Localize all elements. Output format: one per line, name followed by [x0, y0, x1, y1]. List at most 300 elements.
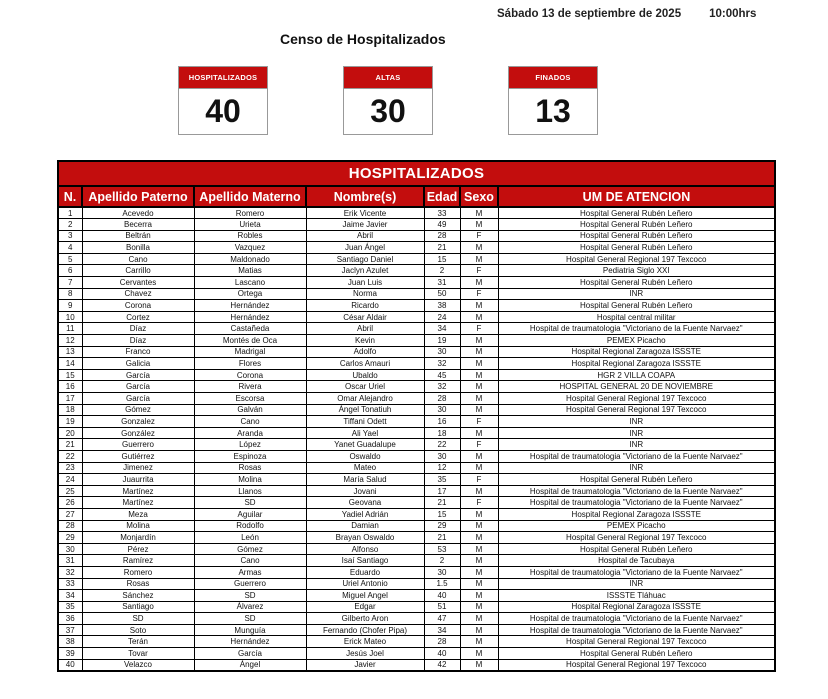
cell-nombres: Abril: [306, 230, 424, 242]
table-banner: HOSPITALIZADOS: [58, 161, 775, 186]
table-row: [58, 253, 775, 265]
cell-nombres: Edgar: [306, 601, 424, 613]
cell-apellido-paterno: Franco: [82, 346, 194, 358]
cell-apellido-materno: Molina: [194, 474, 306, 486]
cell-nombres: Ricardo: [306, 300, 424, 312]
cell-n: 13: [58, 346, 82, 358]
cell-n: 32: [58, 566, 82, 578]
table-row: [58, 613, 775, 625]
cell-n: 22: [58, 450, 82, 462]
cell-apellido-paterno: García: [82, 393, 194, 405]
cell-edad: 40: [424, 590, 460, 602]
cell-nombres: Oscar Uriel: [306, 381, 424, 393]
cell-nombres: Abril: [306, 323, 424, 335]
column-header-um-de-atencion: UM DE ATENCION: [498, 186, 775, 207]
cell-nombres: María Salud: [306, 474, 424, 486]
cell-edad: 17: [424, 485, 460, 497]
cell-apellido-paterno: Chavez: [82, 288, 194, 300]
cell-apellido-materno: Maldonado: [194, 253, 306, 265]
cell-n: 20: [58, 427, 82, 439]
table-body: [58, 207, 775, 671]
column-header-edad: Edad: [424, 186, 460, 207]
cell-um-de-atencion: Hospital General Rubén Leñero: [498, 277, 775, 289]
cell-edad: 51: [424, 601, 460, 613]
cell-nombres: Damian: [306, 520, 424, 532]
cell-edad: 30: [424, 450, 460, 462]
cell-apellido-paterno: Beltrán: [82, 230, 194, 242]
cell-um-de-atencion: Hospital General Regional 197 Texcoco: [498, 393, 775, 405]
cell-um-de-atencion: Pediatria Siglo XXI: [498, 265, 775, 277]
cell-apellido-materno: Cano: [194, 555, 306, 567]
cell-edad: 21: [424, 497, 460, 509]
cell-um-de-atencion: Hospital Regional Zaragoza ISSSTE: [498, 508, 775, 520]
cell-edad: 34: [424, 624, 460, 636]
cell-apellido-paterno: Monjardín: [82, 532, 194, 544]
cell-sexo: M: [460, 311, 498, 323]
page-title: Censo de Hospitalizados: [280, 31, 446, 47]
table-row: [58, 439, 775, 451]
table-row: [58, 485, 775, 497]
cell-n: 21: [58, 439, 82, 451]
cell-um-de-atencion: Hospital General Rubén Leñero: [498, 242, 775, 254]
cell-nombres: César Aldair: [306, 311, 424, 323]
cell-edad: 47: [424, 613, 460, 625]
cell-apellido-materno: Aguilar: [194, 508, 306, 520]
cell-n: 29: [58, 532, 82, 544]
cell-um-de-atencion: Hospital central militar: [498, 311, 775, 323]
cell-apellido-materno: Munguía: [194, 624, 306, 636]
cell-nombres: Gilberto Aron: [306, 613, 424, 625]
table-row: [58, 346, 775, 358]
cell-um-de-atencion: PEMEX Picacho: [498, 335, 775, 347]
cell-sexo: M: [460, 277, 498, 289]
cell-edad: 15: [424, 508, 460, 520]
cell-apellido-materno: Galván: [194, 404, 306, 416]
cell-n: 9: [58, 300, 82, 312]
cell-apellido-materno: SD: [194, 590, 306, 602]
cell-apellido-paterno: Díaz: [82, 323, 194, 335]
cell-n: 7: [58, 277, 82, 289]
cell-edad: 40: [424, 648, 460, 660]
cell-apellido-paterno: Velazco: [82, 659, 194, 671]
cell-apellido-paterno: Molina: [82, 520, 194, 532]
table-row: [58, 659, 775, 671]
cell-edad: 50: [424, 288, 460, 300]
table-row: [58, 427, 775, 439]
cell-n: 10: [58, 311, 82, 323]
cell-n: 30: [58, 543, 82, 555]
cell-edad: 29: [424, 520, 460, 532]
stat-box-value: 40: [205, 93, 241, 129]
table-row: [58, 497, 775, 509]
cell-apellido-materno: Aranda: [194, 427, 306, 439]
cell-apellido-materno: León: [194, 532, 306, 544]
cell-edad: 31: [424, 277, 460, 289]
cell-um-de-atencion: Hospital de traumatologia "Victoriano de la Fuente Narvaez": [498, 566, 775, 578]
table-banner-row: [58, 161, 775, 186]
report-time: 10:00hrs: [709, 8, 757, 20]
cell-nombres: Omar Alejandro: [306, 393, 424, 405]
cell-apellido-materno: Hernández: [194, 300, 306, 312]
cell-um-de-atencion: Hospital General Rubén Leñero: [498, 230, 775, 242]
cell-n: 40: [58, 659, 82, 671]
cell-apellido-paterno: Becerra: [82, 219, 194, 231]
cell-n: 5: [58, 253, 82, 265]
cell-um-de-atencion: Hospital de Tacubaya: [498, 555, 775, 567]
table-header-row: [58, 186, 775, 207]
cell-sexo: M: [460, 253, 498, 265]
cell-apellido-materno: Armas: [194, 566, 306, 578]
cell-um-de-atencion: INR: [498, 439, 775, 451]
cell-n: 31: [58, 555, 82, 567]
cell-sexo: F: [460, 497, 498, 509]
cell-nombres: Erick Mateo: [306, 636, 424, 648]
table-row: [58, 462, 775, 474]
hospitalized-table: [57, 160, 774, 672]
cell-n: 19: [58, 416, 82, 428]
cell-n: 34: [58, 590, 82, 602]
cell-apellido-paterno: Juaurrita: [82, 474, 194, 486]
cell-edad: 49: [424, 219, 460, 231]
cell-apellido-materno: García: [194, 648, 306, 660]
cell-nombres: Brayan Oswaldo: [306, 532, 424, 544]
table-row: [58, 335, 775, 347]
cell-nombres: Ángel Tonatiuh: [306, 404, 424, 416]
cell-apellido-materno: Escorsa: [194, 393, 306, 405]
cell-um-de-atencion: Hospital General Regional 197 Texcoco: [498, 253, 775, 265]
cell-sexo: F: [460, 416, 498, 428]
cell-n: 3: [58, 230, 82, 242]
cell-edad: 35: [424, 474, 460, 486]
cell-apellido-paterno: Romero: [82, 566, 194, 578]
cell-um-de-atencion: Hospital General Regional 197 Texcoco: [498, 532, 775, 544]
cell-sexo: F: [460, 323, 498, 335]
cell-apellido-paterno: Tovar: [82, 648, 194, 660]
cell-n: 8: [58, 288, 82, 300]
cell-nombres: Norma: [306, 288, 424, 300]
cell-apellido-materno: Cano: [194, 416, 306, 428]
cell-apellido-paterno: García: [82, 369, 194, 381]
table-row: [58, 288, 775, 300]
cell-apellido-materno: Álvarez: [194, 601, 306, 613]
cell-nombres: Mateo: [306, 462, 424, 474]
cell-n: 11: [58, 323, 82, 335]
cell-nombres: Juan Ángel: [306, 242, 424, 254]
cell-edad: 15: [424, 253, 460, 265]
table-row: [58, 311, 775, 323]
cell-apellido-paterno: Sánchez: [82, 590, 194, 602]
cell-sexo: M: [460, 648, 498, 660]
cell-um-de-atencion: Hospital General Rubén Leñero: [498, 648, 775, 660]
cell-sexo: M: [460, 381, 498, 393]
cell-sexo: M: [460, 346, 498, 358]
table-row: [58, 369, 775, 381]
cell-um-de-atencion: Hospital General Rubén Leñero: [498, 474, 775, 486]
cell-apellido-paterno: Pérez: [82, 543, 194, 555]
cell-apellido-paterno: Acevedo: [82, 207, 194, 219]
cell-n: 4: [58, 242, 82, 254]
cell-um-de-atencion: Hospital Regional Zaragoza ISSSTE: [498, 358, 775, 370]
cell-nombres: Geovana: [306, 497, 424, 509]
cell-apellido-materno: Robles: [194, 230, 306, 242]
cell-nombres: Ali Yael: [306, 427, 424, 439]
cell-um-de-atencion: Hospital de traumatologia "Victoriano de la Fuente Narvaez": [498, 624, 775, 636]
cell-n: 12: [58, 335, 82, 347]
cell-n: 39: [58, 648, 82, 660]
cell-apellido-materno: Gómez: [194, 543, 306, 555]
cell-apellido-paterno: Gonzalez: [82, 416, 194, 428]
cell-edad: 16: [424, 416, 460, 428]
stat-box-finados: [508, 66, 598, 135]
cell-edad: 34: [424, 323, 460, 335]
cell-n: 33: [58, 578, 82, 590]
cell-sexo: F: [460, 288, 498, 300]
stat-box-value: 30: [370, 93, 406, 129]
cell-sexo: M: [460, 601, 498, 613]
cell-apellido-materno: Rosas: [194, 462, 306, 474]
cell-edad: 32: [424, 358, 460, 370]
cell-apellido-paterno: Cano: [82, 253, 194, 265]
table-row: [58, 381, 775, 393]
cell-sexo: F: [460, 230, 498, 242]
table-row: [58, 300, 775, 312]
cell-nombres: Tiffani Odett: [306, 416, 424, 428]
table-row: [58, 543, 775, 555]
cell-sexo: M: [460, 404, 498, 416]
cell-edad: 21: [424, 532, 460, 544]
cell-apellido-materno: Hernández: [194, 311, 306, 323]
cell-um-de-atencion: Hospital de traumatologia "Victoriano de la Fuente Narvaez": [498, 450, 775, 462]
cell-sexo: M: [460, 207, 498, 219]
report-date: Sábado 13 de septiembre de 2025: [497, 8, 682, 20]
stat-box-label: HOSPITALIZADOS: [179, 67, 267, 89]
cell-sexo: M: [460, 508, 498, 520]
cell-apellido-paterno: Cortez: [82, 311, 194, 323]
cell-edad: 2: [424, 555, 460, 567]
cell-apellido-materno: Hernández: [194, 636, 306, 648]
cell-n: 15: [58, 369, 82, 381]
cell-edad: 18: [424, 427, 460, 439]
cell-sexo: M: [460, 219, 498, 231]
cell-nombres: Oswaldo: [306, 450, 424, 462]
cell-edad: 33: [424, 207, 460, 219]
cell-n: 36: [58, 613, 82, 625]
cell-sexo: M: [460, 335, 498, 347]
cell-apellido-paterno: Corona: [82, 300, 194, 312]
column-header-apellido-paterno: Apellido Paterno: [82, 186, 194, 207]
cell-sexo: M: [460, 242, 498, 254]
cell-edad: 30: [424, 404, 460, 416]
cell-um-de-atencion: INR: [498, 462, 775, 474]
table-row: [58, 230, 775, 242]
cell-nombres: Kevin: [306, 335, 424, 347]
cell-apellido-materno: Flores: [194, 358, 306, 370]
summary-boxes: [178, 66, 598, 135]
table-row: [58, 648, 775, 660]
cell-apellido-materno: Corona: [194, 369, 306, 381]
cell-nombres: Juan Luis: [306, 277, 424, 289]
cell-edad: 21: [424, 242, 460, 254]
table-row: [58, 219, 775, 231]
table-row: [58, 207, 775, 219]
cell-nombres: Alfonso: [306, 543, 424, 555]
cell-edad: 28: [424, 636, 460, 648]
cell-sexo: M: [460, 485, 498, 497]
cell-apellido-materno: Lascano: [194, 277, 306, 289]
cell-apellido-materno: Espinoza: [194, 450, 306, 462]
cell-um-de-atencion: INR: [498, 288, 775, 300]
cell-n: 16: [58, 381, 82, 393]
cell-um-de-atencion: Hospital de traumatologia "Victoriano de la Fuente Narvaez": [498, 485, 775, 497]
cell-sexo: M: [460, 578, 498, 590]
table-row: [58, 555, 775, 567]
cell-apellido-paterno: Gómez: [82, 404, 194, 416]
cell-um-de-atencion: HOSPITAL GENERAL 20 DE NOVIEMBRE: [498, 381, 775, 393]
cell-apellido-materno: SD: [194, 613, 306, 625]
column-header-n: N.: [58, 186, 82, 207]
cell-nombres: Jovani: [306, 485, 424, 497]
cell-apellido-materno: SD: [194, 497, 306, 509]
cell-edad: 22: [424, 439, 460, 451]
cell-edad: 24: [424, 311, 460, 323]
cell-nombres: Jaime Javier: [306, 219, 424, 231]
cell-sexo: M: [460, 613, 498, 625]
table-row: [58, 508, 775, 520]
cell-sexo: M: [460, 590, 498, 602]
cell-apellido-materno: Rodolfo: [194, 520, 306, 532]
cell-sexo: F: [460, 265, 498, 277]
table-row: [58, 323, 775, 335]
cell-apellido-paterno: Santiago: [82, 601, 194, 613]
cell-edad: 1.5: [424, 578, 460, 590]
cell-apellido-paterno: Galicia: [82, 358, 194, 370]
cell-nombres: Erik Vicente: [306, 207, 424, 219]
table-row: [58, 520, 775, 532]
cell-um-de-atencion: Hospital Regional Zaragoza ISSSTE: [498, 601, 775, 613]
stat-box-value: 13: [535, 93, 571, 129]
cell-um-de-atencion: Hospital General Regional 197 Texcoco: [498, 636, 775, 648]
cell-edad: 19: [424, 335, 460, 347]
cell-nombres: Ubaldo: [306, 369, 424, 381]
cell-um-de-atencion: Hospital Regional Zaragoza ISSSTE: [498, 346, 775, 358]
cell-apellido-paterno: García: [82, 381, 194, 393]
cell-um-de-atencion: Hospital General Rubén Leñero: [498, 207, 775, 219]
cell-apellido-paterno: Bonilla: [82, 242, 194, 254]
cell-sexo: M: [460, 300, 498, 312]
table-row: [58, 277, 775, 289]
table-row: [58, 578, 775, 590]
cell-um-de-atencion: Hospital de traumatologia "Victoriano de la Fuente Narvaez": [498, 497, 775, 509]
cell-edad: 45: [424, 369, 460, 381]
cell-nombres: Miguel Angel: [306, 590, 424, 602]
cell-apellido-paterno: Cervantes: [82, 277, 194, 289]
cell-apellido-paterno: Díaz: [82, 335, 194, 347]
cell-sexo: M: [460, 659, 498, 671]
cell-apellido-paterno: Carrillo: [82, 265, 194, 277]
cell-nombres: Jaclyn Azulet: [306, 265, 424, 277]
cell-apellido-materno: Castañeda: [194, 323, 306, 335]
stat-box-hospitalizados: [178, 66, 268, 135]
cell-nombres: Jesús Joel: [306, 648, 424, 660]
cell-nombres: Fernando (Chofer Pipa): [306, 624, 424, 636]
cell-um-de-atencion: Hospital de traumatologia "Victoriano de la Fuente Narvaez": [498, 613, 775, 625]
cell-sexo: M: [460, 566, 498, 578]
cell-sexo: M: [460, 636, 498, 648]
cell-apellido-materno: Rivera: [194, 381, 306, 393]
table-row: [58, 393, 775, 405]
cell-apellido-paterno: Meza: [82, 508, 194, 520]
cell-sexo: M: [460, 624, 498, 636]
cell-sexo: F: [460, 474, 498, 486]
cell-um-de-atencion: INR: [498, 416, 775, 428]
stat-box-altas: [343, 66, 433, 135]
cell-nombres: Adolfo: [306, 346, 424, 358]
cell-sexo: M: [460, 393, 498, 405]
cell-apellido-paterno: Jimenez: [82, 462, 194, 474]
cell-n: 25: [58, 485, 82, 497]
cell-n: 27: [58, 508, 82, 520]
table-row: [58, 590, 775, 602]
report-datetime: [497, 8, 756, 20]
cell-apellido-materno: Madrigal: [194, 346, 306, 358]
cell-apellido-materno: Matias: [194, 265, 306, 277]
cell-edad: 28: [424, 393, 460, 405]
table-row: [58, 265, 775, 277]
cell-apellido-paterno: Ramírez: [82, 555, 194, 567]
cell-sexo: M: [460, 543, 498, 555]
cell-um-de-atencion: Hospital General Regional 197 Texcoco: [498, 659, 775, 671]
cell-apellido-materno: Romero: [194, 207, 306, 219]
cell-apellido-paterno: González: [82, 427, 194, 439]
table-row: [58, 624, 775, 636]
cell-nombres: Santiago Daniel: [306, 253, 424, 265]
table-row: [58, 416, 775, 428]
cell-n: 38: [58, 636, 82, 648]
cell-apellido-paterno: Terán: [82, 636, 194, 648]
cell-edad: 12: [424, 462, 460, 474]
cell-n: 26: [58, 497, 82, 509]
table-row: [58, 566, 775, 578]
table-row: [58, 404, 775, 416]
cell-apellido-materno: Ortega: [194, 288, 306, 300]
table-row: [58, 474, 775, 486]
cell-um-de-atencion: ISSSTE Tláhuac: [498, 590, 775, 602]
cell-um-de-atencion: Hospital General Regional 197 Texcoco: [498, 404, 775, 416]
cell-n: 17: [58, 393, 82, 405]
cell-nombres: Carlos Amauri: [306, 358, 424, 370]
cell-um-de-atencion: Hospital General Rubén Leñero: [498, 219, 775, 231]
cell-sexo: M: [460, 450, 498, 462]
cell-apellido-paterno: Martínez: [82, 485, 194, 497]
cell-apellido-materno: López: [194, 439, 306, 451]
cell-n: 24: [58, 474, 82, 486]
cell-apellido-paterno: Rosas: [82, 578, 194, 590]
cell-apellido-materno: Montés de Oca: [194, 335, 306, 347]
cell-um-de-atencion: Hospital de traumatologia "Victoriano de la Fuente Narvaez": [498, 323, 775, 335]
column-header-sexo: Sexo: [460, 186, 498, 207]
cell-apellido-materno: Ángel: [194, 659, 306, 671]
cell-sexo: M: [460, 369, 498, 381]
cell-sexo: M: [460, 520, 498, 532]
cell-edad: 28: [424, 230, 460, 242]
column-header-nombres: Nombre(s): [306, 186, 424, 207]
cell-apellido-paterno: SD: [82, 613, 194, 625]
cell-um-de-atencion: INR: [498, 427, 775, 439]
cell-sexo: M: [460, 532, 498, 544]
cell-sexo: M: [460, 555, 498, 567]
cell-edad: 53: [424, 543, 460, 555]
cell-edad: 30: [424, 346, 460, 358]
